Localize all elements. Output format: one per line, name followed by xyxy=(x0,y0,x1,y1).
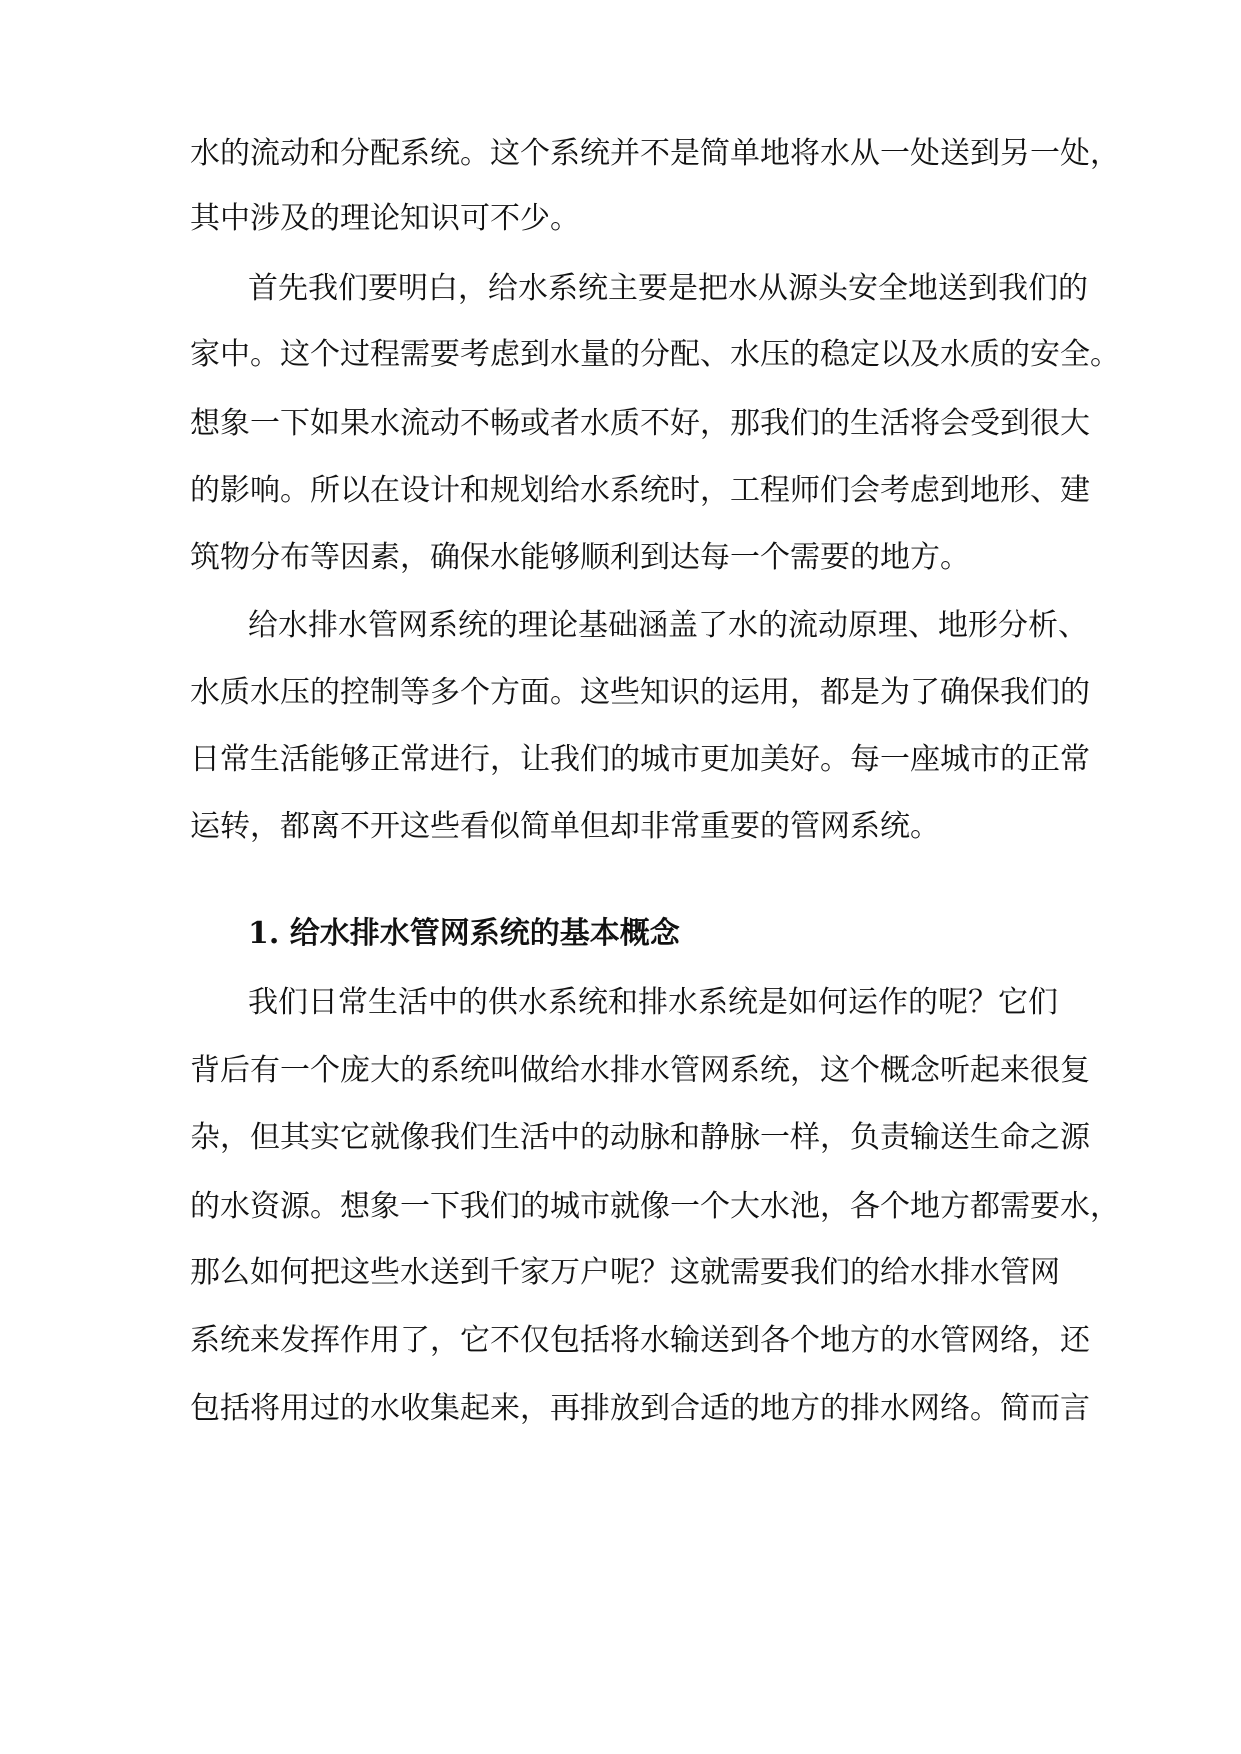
paragraph-2-line-4: 的影响。所以在设计和规划给水系统时，工程师们会考虑到地形、建 xyxy=(190,473,1090,508)
section-paragraph-line-1: 我们日常生活中的供水系统和排水系统是如何运作的呢？它们 xyxy=(248,985,1058,1020)
paragraph-2-line-3: 想象一下如果水流动不畅或者水质不好，那我们的生活将会受到很大 xyxy=(190,406,1090,441)
paragraph-1-line-2: 其中涉及的理论知识可不少。 xyxy=(190,201,580,236)
section-paragraph-line-4: 的水资源。想象一下我们的城市就像一个大水池，各个地方都需要水， xyxy=(190,1189,1120,1224)
section-paragraph-line-3: 杂，但其实它就像我们生活中的动脉和静脉一样，负责输送生命之源 xyxy=(190,1120,1090,1155)
paragraph-3-line-2: 水质水压的控制等多个方面。这些知识的运用，都是为了确保我们的 xyxy=(190,675,1090,710)
paragraph-2-line-1: 首先我们要明白，给水系统主要是把水从源头安全地送到我们的 xyxy=(248,271,1088,306)
paragraph-3-line-4: 运转，都离不开这些看似简单但却非常重要的管网系统。 xyxy=(190,809,940,844)
paragraph-3-line-1: 给水排水管网系统的理论基础涵盖了水的流动原理、地形分析、 xyxy=(248,608,1088,643)
paragraph-3-line-3: 日常生活能够正常进行，让我们的城市更加美好。每一座城市的正常 xyxy=(190,742,1090,777)
section-paragraph-line-7: 包括将用过的水收集起来，再排放到合适的地方的排水网络。简而言 xyxy=(190,1391,1090,1426)
paragraph-1-line-1: 水的流动和分配系统。这个系统并不是简单地将水从一处送到另一处， xyxy=(190,136,1120,171)
paragraph-2-line-2: 家中。这个过程需要考虑到水量的分配、水压的稳定以及水质的安全。 xyxy=(190,337,1120,372)
section-paragraph-line-5: 那么如何把这些水送到千家万户呢？这就需要我们的给水排水管网 xyxy=(190,1255,1060,1290)
paragraph-2-line-5: 筑物分布等因素，确保水能够顺利到达每一个需要的地方。 xyxy=(190,540,970,575)
section-heading: 1. 给水排水管网系统的基本概念 xyxy=(248,916,680,951)
section-paragraph-line-6: 系统来发挥作用了，它不仅包括将水输送到各个地方的水管网络，还 xyxy=(190,1323,1090,1358)
section-paragraph-line-2: 背后有一个庞大的系统叫做给水排水管网系统，这个概念听起来很复 xyxy=(190,1053,1090,1088)
